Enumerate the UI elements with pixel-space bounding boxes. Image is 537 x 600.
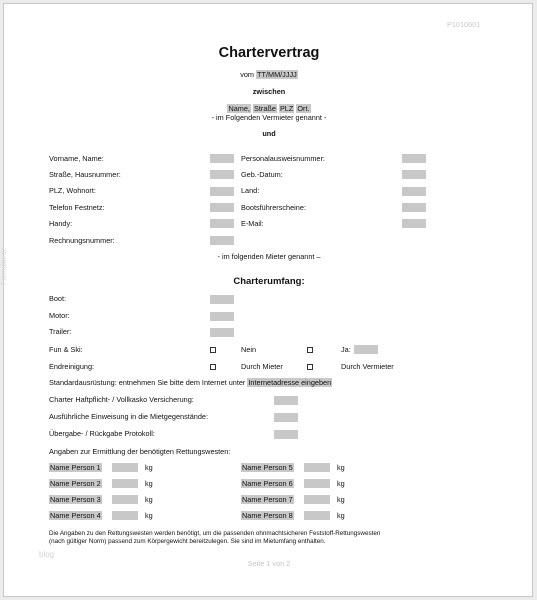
briefing-field[interactable]	[274, 413, 298, 422]
country-field[interactable]	[402, 187, 426, 196]
person-row	[241, 463, 294, 472]
boat-field[interactable]	[210, 295, 234, 304]
label-boat: Boot:	[49, 294, 67, 303]
label-insurance: Charter Haftpflicht- / Vollkasko Versicherung:	[49, 395, 194, 404]
person-8-weight-field[interactable]	[304, 511, 330, 520]
lifejacket-note-line-1: Die Angaben zu den Rettungswesten werden benötigt, um die passenden ohnmachtsicheren Feststoff-Rettungswesten	[49, 530, 381, 537]
boat-licenses-field[interactable]	[402, 203, 426, 212]
and-label: und	[262, 129, 276, 138]
label-motor: Motor:	[49, 311, 70, 320]
person-row	[49, 511, 102, 520]
lessee-note: - im folgenden Mieter genannt –	[217, 252, 321, 261]
lessor-fields	[4, 104, 534, 113]
watermark-blog: blog	[39, 550, 55, 559]
equipment-link-field[interactable]: Internetadresse eingeben	[248, 378, 332, 387]
date-field[interactable]: TT/MM/JJJJ	[257, 70, 297, 79]
person-6-weight-field[interactable]	[304, 479, 330, 488]
label-invoice-number: Rechnungsnummer:	[49, 236, 115, 245]
person-1-name-field[interactable]: Name Person 1	[50, 463, 101, 472]
insurance-field[interactable]	[274, 396, 298, 405]
person-row	[49, 479, 102, 488]
document-title: Chartervertrag	[218, 45, 320, 61]
label-by-landlord: Durch Vermieter	[341, 362, 394, 371]
watermark-side: Formular.de	[1, 247, 8, 285]
person-4-name-field[interactable]: Name Person 4	[50, 511, 101, 520]
unit-kg: kg	[145, 463, 153, 472]
person-row	[241, 511, 294, 520]
lifejacket-note-line-2: (nach gültiger Norm) passend zum Körpergewicht bereitzulegen. Sie sind im Mietumfang enthalten.	[49, 538, 326, 545]
handover-protocol-field[interactable]	[274, 430, 298, 439]
person-6-name-field[interactable]: Name Person 6	[242, 479, 293, 488]
label-landline: Telefon Festnetz:	[49, 203, 105, 212]
lessor-zip-field[interactable]: PLZ	[279, 104, 294, 113]
label-first-last-name: Vorname, Name:	[49, 154, 104, 163]
unit-kg: kg	[145, 495, 153, 504]
person-3-weight-field[interactable]	[112, 495, 138, 504]
person-5-name-field[interactable]: Name Person 5	[242, 463, 293, 472]
lifejacket-heading: Angaben zur Ermittlung der benötigten Rettungswesten:	[49, 447, 231, 456]
label-fun-ski: Fun & Ski:	[49, 345, 83, 354]
label-trailer: Trailer:	[49, 327, 72, 336]
lessor-city-field[interactable]: Ort.	[297, 104, 310, 113]
invoice-number-field[interactable]	[210, 236, 234, 245]
page-number: Seite 1 von 2	[247, 559, 291, 568]
street-field[interactable]	[210, 170, 234, 179]
person-4-weight-field[interactable]	[112, 511, 138, 520]
unit-kg: kg	[337, 479, 345, 488]
unit-kg: kg	[337, 463, 345, 472]
date-prefix: vom	[240, 70, 255, 79]
person-row	[241, 495, 294, 504]
name-field[interactable]	[210, 154, 234, 163]
lessor-name-field[interactable]: Name,	[228, 104, 250, 113]
equipment-line	[49, 378, 332, 387]
label-zip-city: PLZ, Wohnort:	[49, 186, 96, 195]
motor-field[interactable]	[210, 312, 234, 321]
label-birth-date: Geb.-Datum:	[241, 170, 283, 179]
label-yes: Ja:	[341, 345, 351, 354]
document-page	[3, 3, 533, 597]
person-2-weight-field[interactable]	[112, 479, 138, 488]
label-cleaning: Endreinigung:	[49, 362, 95, 371]
document-id: P1010601	[447, 20, 481, 29]
person-8-name-field[interactable]: Name Person 8	[242, 511, 293, 520]
unit-kg: kg	[337, 495, 345, 504]
cleaning-tenant-checkbox[interactable]	[210, 364, 216, 370]
lessor-street-field[interactable]: Straße	[254, 104, 276, 113]
trailer-field[interactable]	[210, 328, 234, 337]
person-7-weight-field[interactable]	[304, 495, 330, 504]
id-number-field[interactable]	[402, 154, 426, 163]
person-7-name-field[interactable]: Name Person 7	[242, 495, 293, 504]
label-boat-licenses: Bootsführerscheine:	[241, 203, 306, 212]
label-handover-protocol: Übergabe- / Rückgabe Protokoll:	[49, 429, 155, 438]
charter-heading: Charterumfang:	[233, 276, 305, 287]
label-street: Straße, Hausnummer:	[49, 170, 121, 179]
mobile-field[interactable]	[210, 219, 234, 228]
person-5-weight-field[interactable]	[304, 463, 330, 472]
fun-ski-checkbox-yes[interactable]	[307, 347, 313, 353]
cleaning-landlord-checkbox[interactable]	[307, 364, 313, 370]
label-mobile: Handy:	[49, 219, 73, 228]
person-3-name-field[interactable]: Name Person 3	[50, 495, 101, 504]
zip-city-field[interactable]	[210, 187, 234, 196]
fun-ski-checkbox-none[interactable]	[210, 347, 216, 353]
label-email: E-Mail:	[241, 219, 264, 228]
label-id-number: Personalausweisnummer:	[241, 154, 325, 163]
equipment-text: Standardausrüstung: entnehmen Sie bitte dem Internet unter	[49, 378, 246, 387]
person-row	[241, 479, 294, 488]
fun-ski-yes-field[interactable]	[354, 345, 378, 354]
birth-date-field[interactable]	[402, 170, 426, 179]
person-row	[49, 463, 102, 472]
between-label: zwischen	[252, 87, 286, 96]
label-by-tenant: Durch Mieter	[241, 362, 283, 371]
label-no: Nein	[241, 345, 257, 354]
date-line	[4, 70, 534, 79]
unit-kg: kg	[145, 479, 153, 488]
unit-kg: kg	[145, 511, 153, 520]
label-country: Land:	[241, 186, 260, 195]
person-row	[49, 495, 102, 504]
person-2-name-field[interactable]: Name Person 2	[50, 479, 101, 488]
person-1-weight-field[interactable]	[112, 463, 138, 472]
unit-kg: kg	[337, 511, 345, 520]
label-briefing: Ausführliche Einweisung in die Mietgegenstände:	[49, 412, 209, 421]
lessor-note: - im Folgenden Vermieter genannt -	[211, 113, 327, 122]
landline-field[interactable]	[210, 203, 234, 212]
email-field[interactable]	[402, 219, 426, 228]
